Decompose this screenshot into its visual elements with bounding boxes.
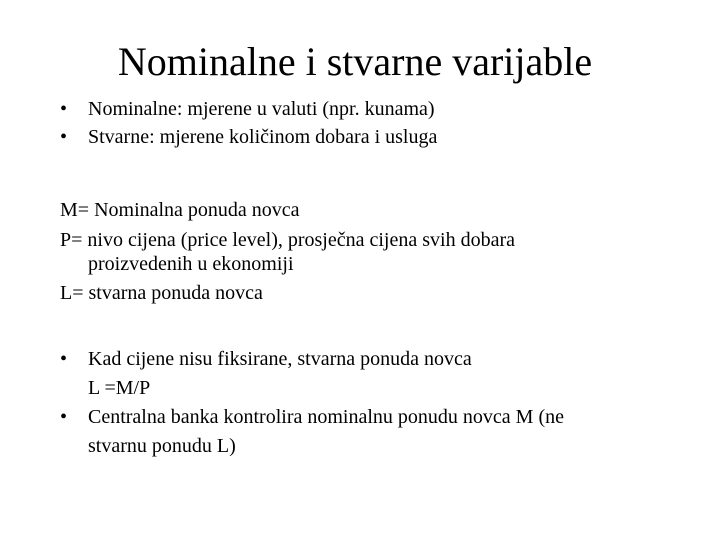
- bullet-item-flexible-prices: [60, 345, 564, 403]
- bullet-item-nominal: [60, 95, 437, 123]
- definitions-block: [60, 195, 700, 308]
- top-bullet-list: [60, 95, 437, 151]
- bullet-icon: •: [60, 406, 68, 428]
- bottom-bullet-list: [60, 345, 564, 461]
- bullet-text: Centralna banka kontrolira nominalnu ponudu novca M (ne: [88, 406, 564, 428]
- definition-m: M= Nominalna ponuda novca: [60, 199, 300, 221]
- bullet-icon: •: [60, 98, 68, 120]
- definition-p-continuation: proizvedenih u ekonomiji: [88, 253, 294, 275]
- definition-l: L= stvarna ponuda novca: [60, 282, 263, 304]
- bullet-text-continuation: stvarnu ponudu L): [88, 435, 236, 457]
- bullet-text: Nominalne: mjerene u valuti (npr. kunama): [88, 98, 435, 120]
- definition-p: P= nivo cijena (price level), prosječna cijena svih dobara: [60, 229, 515, 251]
- bullet-item-real: [60, 123, 437, 151]
- bullet-text: Stvarne: mjerene količinom dobara i usluga: [88, 126, 438, 148]
- bullet-item-central-bank: [60, 403, 564, 461]
- bullet-text-continuation: L =M/P: [88, 377, 151, 399]
- slide-title: Nominalne i stvarne varijable: [117, 39, 593, 84]
- bullet-icon: •: [60, 126, 68, 148]
- bullet-text: Kad cijene nisu fiksirane, stvarna ponuda novca: [88, 348, 472, 370]
- bullet-icon: •: [60, 348, 68, 370]
